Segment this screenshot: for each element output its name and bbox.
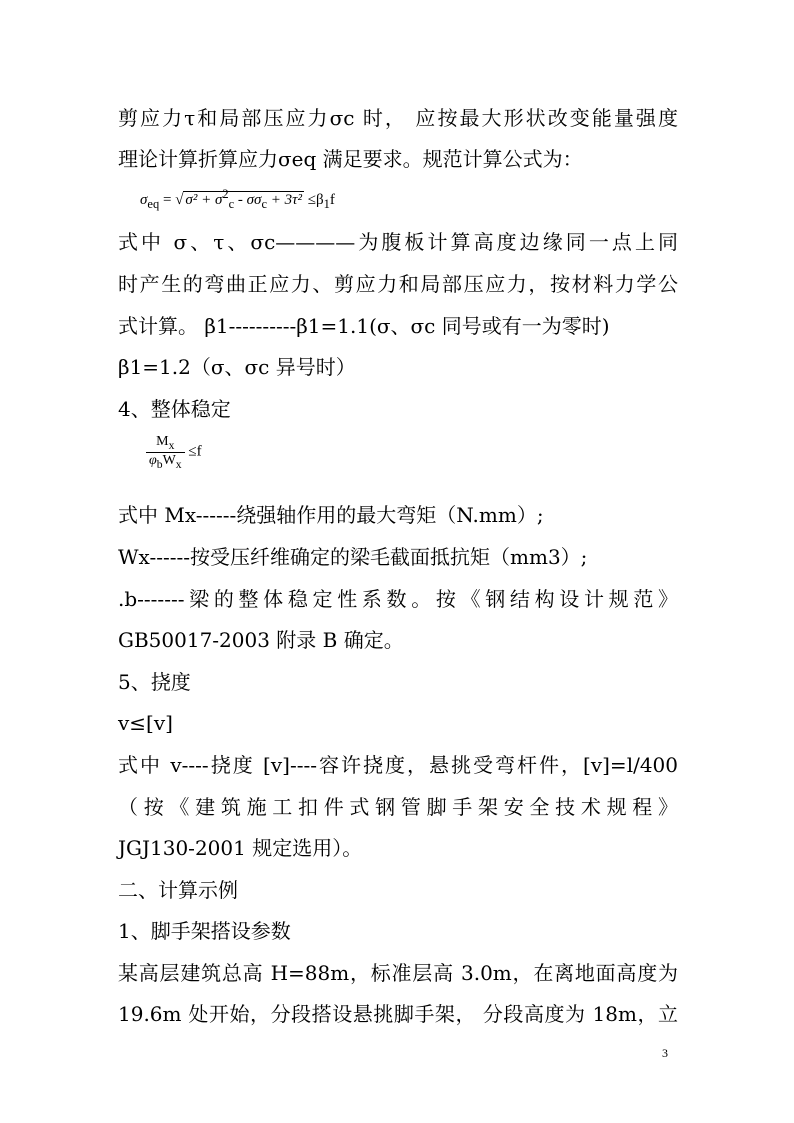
text-line: v≤[v] [118,711,173,735]
text-line: β1=1.2（σ、σc 异号时） [118,355,356,379]
radical-rest-sub: c [261,197,268,211]
section-heading: 4、整体稳定 [118,397,231,421]
text-line: 式中 v----挠度 [v]----容许挠度，悬挑受弯杆件，[v]=l/400 [118,753,678,777]
formula-rhs: ≤β [307,192,324,208]
text-line: 式中 Mx------绕强轴作用的最大弯矩（N.mm）; [118,503,544,527]
fraction [146,434,185,471]
radical-sub: c [228,197,235,211]
radical-sup: 2 [222,187,229,201]
radical-tail: + 3τ² [267,192,303,208]
sqrt-icon: √ [175,192,184,208]
formula-reduced-stress: $\sigma_{eq}$ = √ $\sigma^2 + \sigma^2_c - \sigma\sigma_c + 3\tau^2 \le\beta_1f$ [140,187,335,211]
formula-lhs: σ [140,192,148,208]
text-line: 式中 σ、τ、σc————为腹板计算高度边缘同一点上同 [118,230,678,254]
page-number: 3 [662,1046,668,1060]
section-heading: 5、挠度 [118,670,191,694]
text-line: .b-------梁的整体稳定性系数。按《钢结构设计规范》 [118,587,678,611]
formula-rhs: ≤f [188,443,202,460]
formula-lhs-sub: eq [147,197,160,211]
radical-rest: - σσ [234,192,262,208]
text-line: 剪应力τ和局部压应力σc 时， 应按最大形状改变能量强度 [118,106,678,130]
text-line: GB50017-2003 附录 B 确定。 [118,628,404,652]
fraction-numerator: $M_x$ [156,434,175,452]
text-line: 某高层建筑总高 H=88m，标准层高 3.0m，在离地面高度为 [118,961,678,985]
formula-rhs-f: f [329,192,335,208]
section-heading: 1、脚手架搭设参数 [118,919,291,943]
text-line: 式计算。 β1----------β1=1.1(σ、σc 同号或有一为零时) [118,314,610,338]
fraction-denominator: $\varphi_bW_x$ [146,452,185,471]
text-line: Wx------按受压纤维确定的梁毛截面抵抗矩（mm3）; [118,545,588,569]
text-line: 理论计算折算应力σeq 满足要求。规范计算公式为： [118,147,583,171]
radical-part: σ² + σ [185,192,223,208]
text-line: 19.6m 处开始，分段搭设悬挑脚手架， 分段高度为 18m，立 [118,1002,678,1026]
section-heading: 二、计算示例 [118,878,238,902]
formula-rhs-sub: 1 [323,197,330,211]
text-line: 时产生的弯曲正应力、剪应力和局部压应力，按材料力学公 [118,272,678,296]
formula-stability [146,434,202,471]
text-line: （按《建筑施工扣件式钢管脚手架安全技术规程》 [118,795,678,819]
text-line: JGJ130-2001 规定选用）。 [118,836,363,860]
